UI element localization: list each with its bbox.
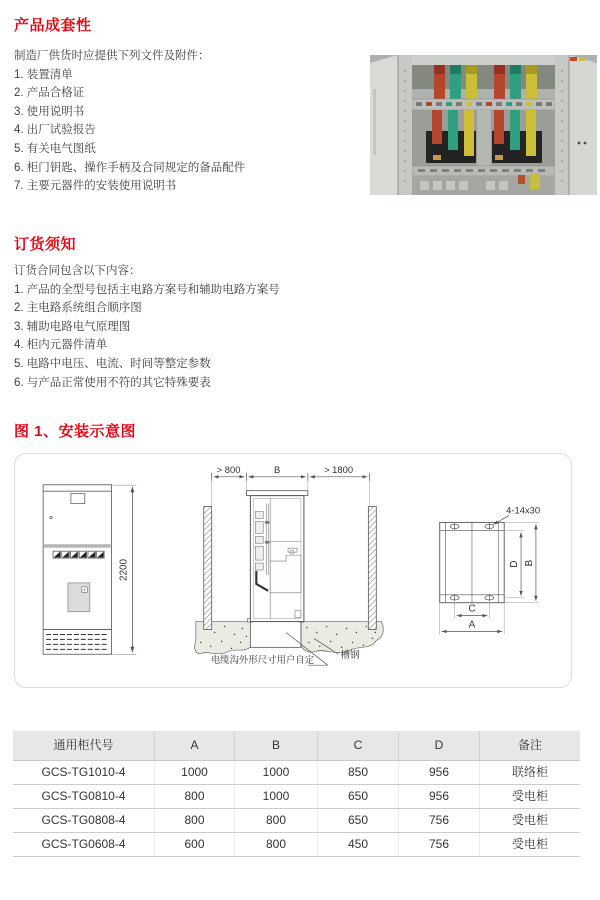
table-header-cell: B (235, 731, 318, 760)
table-cell: 956 (399, 761, 480, 784)
list-item: 6. 柜门钥匙、操作手柄及合同规定的备品配件 (14, 161, 246, 174)
dim-c-label: C (468, 603, 476, 615)
table-cell: 1000 (155, 761, 235, 784)
dim-gap-right-label: > 1800 (324, 463, 354, 475)
dim-width-b-label: B (273, 463, 281, 475)
cabinet-front-view (43, 485, 111, 655)
table-header-cell: D (399, 731, 480, 760)
left-wall-hatch (204, 507, 212, 630)
table-cell: 650 (318, 809, 399, 832)
list-item: 4. 柜内元器件清单 (14, 339, 108, 352)
table-header-cell: C (318, 731, 399, 760)
list-item: 1. 装置清单 (14, 68, 73, 81)
list-item: 3. 辅助电路电气原理图 (14, 320, 131, 333)
table-row (13, 785, 580, 809)
trench-note-label: 电缆沟外形尺寸用户自定 (210, 654, 315, 666)
list-item: 2. 产品合格证 (14, 87, 85, 100)
table-cell: 800 (155, 809, 235, 832)
table-cell: 956 (399, 785, 480, 808)
table-cell: GCS-TG1010-4 (13, 761, 155, 784)
dim-gap-left-label: > 800 (216, 463, 241, 475)
product-completeness-list (14, 47, 245, 196)
table-row (13, 833, 580, 857)
base-plan-view (440, 504, 540, 634)
dim-d-label: D (509, 560, 521, 568)
table-cell: 756 (399, 833, 480, 856)
list-item: 2. 主电路系统组合顺序图 (14, 302, 142, 315)
table-cell: 800 (235, 833, 318, 856)
cabinet-photo-graphic (370, 55, 597, 195)
intro-line: 订货合同包含以下内容： (14, 265, 141, 277)
figure-title: 图 1、安装示意图 (14, 423, 137, 440)
spec-table (13, 731, 580, 857)
dim-a-label: A (468, 619, 476, 631)
table-cell: 联络柜 (511, 765, 548, 779)
ordering-notice-title: 订货须知 (14, 236, 77, 253)
table-cell: 1000 (235, 761, 318, 784)
table-cell: 600 (155, 833, 235, 856)
channel-steel-label: 槽钢 (340, 649, 360, 661)
front-view-height-dimension (113, 485, 137, 654)
table-header-cell: A (155, 731, 235, 760)
dim-2200-label: 2200 (118, 558, 130, 582)
list-item: 3. 使用说明书 (14, 105, 85, 118)
table-cell: GCS-TG0810-4 (13, 785, 155, 808)
table-cell: 受电柜 (511, 813, 548, 827)
table-row (13, 761, 580, 785)
equipment-photo (370, 55, 597, 195)
table-cell: GCS-TG0608-4 (13, 833, 155, 856)
table-cell: 受电柜 (511, 789, 548, 803)
table-row (13, 809, 580, 833)
installation-section-view (195, 464, 384, 665)
list-item: 5. 电路中电压、电流、时间等整定参数 (14, 357, 211, 370)
list-item: 7. 主要元器件的安装使用说明书 (14, 180, 177, 193)
list-item: 1. 产品的全型号包括主电路方案号和辅助电路方案号 (14, 283, 280, 296)
list-item: 5. 有关电气图纸 (14, 142, 96, 155)
table-header-row (13, 731, 580, 761)
table-cell: GCS-TG0808-4 (13, 809, 155, 832)
table-cell: 受电柜 (511, 837, 548, 851)
intro-line: 制造厂供货时应提供下列文件及附件： (14, 50, 210, 62)
list-item: 6. 与产品正常使用不符的其它特殊要表 (14, 376, 211, 389)
dim-b-label: B (523, 559, 535, 567)
installation-diagram (14, 453, 572, 688)
table-cell: 1000 (235, 785, 318, 808)
table-cell: 450 (318, 833, 399, 856)
table-header-cell: 通用柜代号 (13, 731, 155, 760)
product-completeness-title: 产品成套性 (14, 17, 92, 34)
table-cell: 850 (318, 761, 399, 784)
mounting-holes-label: 4-14x30 (506, 504, 541, 516)
table-cell: 800 (155, 785, 235, 808)
table-header-cell: 备注 (517, 738, 542, 752)
right-wall-hatch (368, 507, 376, 630)
list-item: 4. 出厂试验报告 (14, 124, 96, 137)
table-cell: 650 (318, 785, 399, 808)
table-cell: 800 (235, 809, 318, 832)
ordering-notice-list (14, 262, 280, 392)
installation-diagram-graphic (15, 454, 571, 687)
table-cell: 756 (399, 809, 480, 832)
